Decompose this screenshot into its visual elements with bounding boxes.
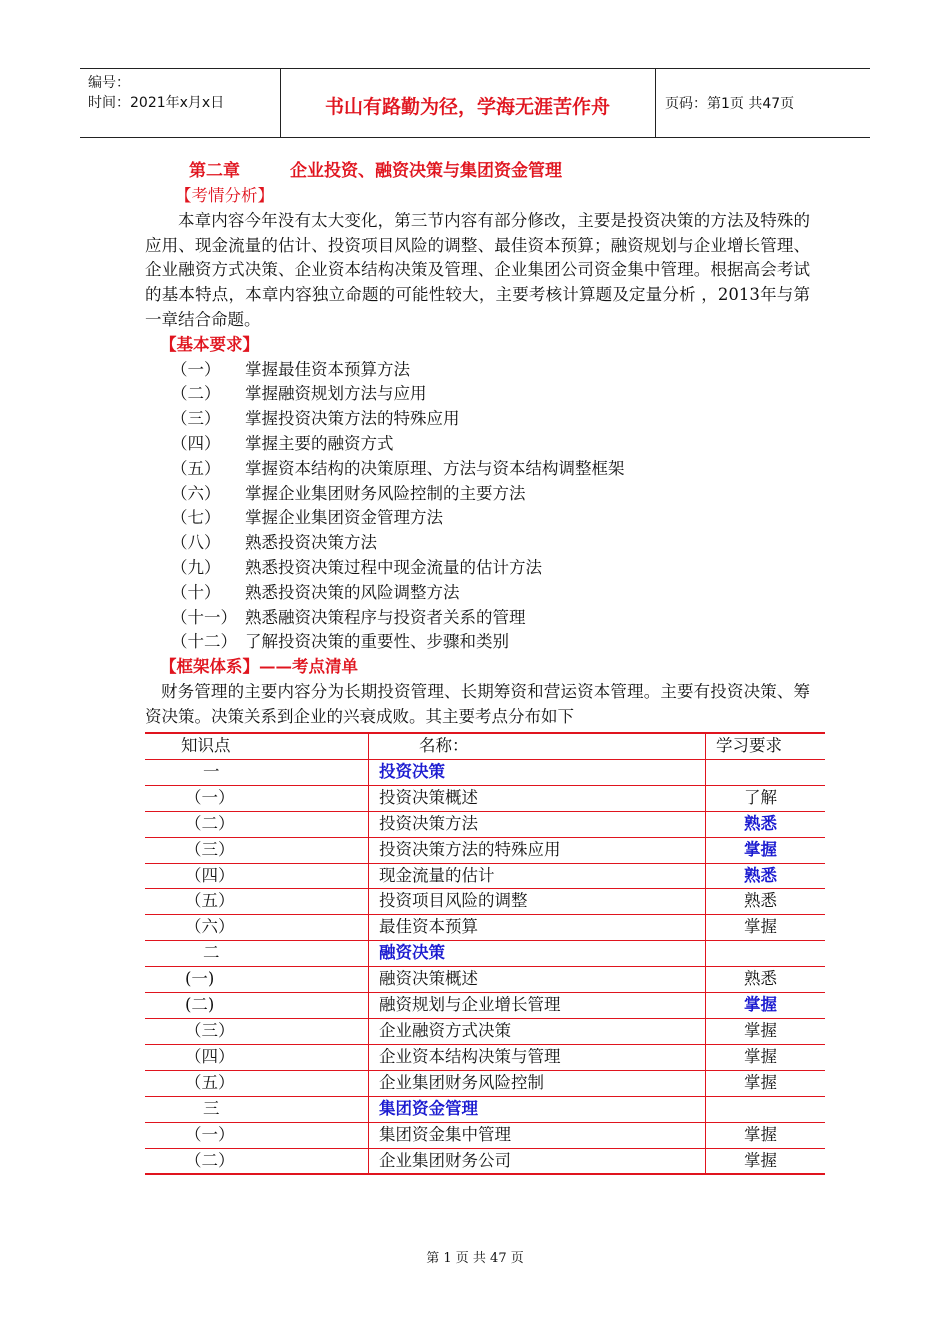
requirement-number: （三） <box>171 409 221 429</box>
study-requirement-cell <box>706 941 826 967</box>
topic-name-cell: 投资决策方法的特殊应用 <box>369 837 706 863</box>
table-row <box>145 785 825 811</box>
requirement-text: 了解投资决策的重要性、步骤和类别 <box>245 632 509 652</box>
knowledge-point-cell: （二） <box>145 811 369 837</box>
framework-paragraph: 财务管理的主要内容分为长期投资管理、长期筹资和营运资本管理。主要有投资决策、筹资决策。决策关系到企业的兴衰成败。其主要考点分布如下 <box>145 681 810 726</box>
requirement-item <box>145 358 810 383</box>
requirement-number: （十一） <box>171 607 237 627</box>
topic-name-cell: 企业资本结构决策与管理 <box>369 1044 706 1070</box>
table-row <box>145 889 825 915</box>
header-meta <box>80 69 281 137</box>
study-requirement-cell: 了解 <box>706 785 826 811</box>
requirement-number: （十） <box>171 582 221 602</box>
table-row <box>145 915 825 941</box>
requirement-item <box>145 506 810 531</box>
study-requirement-cell: 掌握 <box>706 1148 826 1174</box>
requirement-number: （一） <box>171 359 221 379</box>
table-row <box>145 1148 825 1174</box>
topic-name-cell: 投资决策概述 <box>369 785 706 811</box>
table-category-row <box>145 759 825 785</box>
requirement-item <box>145 531 810 556</box>
header-motto-cell <box>280 69 656 137</box>
requirement-text: 掌握主要的融资方式 <box>245 433 394 453</box>
table-row <box>145 1122 825 1148</box>
topic-name-cell: 融资决策 <box>369 941 706 967</box>
requirement-number: （九） <box>171 557 221 577</box>
study-requirement-cell: 熟悉 <box>706 967 826 993</box>
knowledge-point-cell: （二） <box>145 1148 369 1174</box>
table-header-cell: 学习要求 <box>706 733 826 759</box>
requirement-text: 掌握投资决策方法的特殊应用 <box>245 409 460 429</box>
table-category-row <box>145 1096 825 1122</box>
study-requirement-cell: 掌握 <box>706 993 826 1019</box>
study-requirement-cell: 熟悉 <box>706 889 826 915</box>
page-header <box>80 68 870 138</box>
requirement-item <box>145 482 810 507</box>
requirement-item <box>145 630 810 655</box>
requirement-text: 熟悉投资决策的风险调整方法 <box>245 582 460 602</box>
knowledge-point-cell: （四） <box>145 1044 369 1070</box>
requirement-number: （六） <box>171 483 221 503</box>
knowledge-point-cell: （五） <box>145 889 369 915</box>
study-requirement-cell: 掌握 <box>706 837 826 863</box>
chapter-title <box>189 158 810 184</box>
requirement-number: （四） <box>171 433 221 453</box>
topic-name-cell: 企业集团财务风险控制 <box>369 1070 706 1096</box>
requirement-item <box>145 407 810 432</box>
requirement-item <box>145 432 810 457</box>
requirement-text: 掌握企业集团财务风险控制的主要方法 <box>245 483 526 503</box>
header-page-cell <box>655 69 870 137</box>
requirement-text: 熟悉投资决策方法 <box>245 533 377 553</box>
requirement-number: （十二） <box>171 632 237 652</box>
knowledge-point-cell: 二 <box>145 941 369 967</box>
page-footer: 第 1 页 共 47 页 <box>426 1251 524 1266</box>
knowledge-point-cell: （五） <box>145 1070 369 1096</box>
chapter-number: 第二章 <box>189 161 240 181</box>
topic-name-cell: 投资决策 <box>369 759 706 785</box>
section-analysis-heading: 【考情分析】 <box>175 186 274 205</box>
document-body <box>145 158 810 730</box>
requirement-text: 掌握企业集团资金管理方法 <box>245 508 443 528</box>
number-label: 编号： <box>88 75 130 91</box>
topic-name-cell: 融资决策概述 <box>369 967 706 993</box>
requirement-number: （二） <box>171 384 221 404</box>
requirement-number: （五） <box>171 458 221 478</box>
requirements-list <box>145 358 810 656</box>
requirement-text: 掌握资本结构的决策原理、方法与资本结构调整框架 <box>245 458 625 478</box>
knowledge-point-cell: 一 <box>145 759 369 785</box>
study-requirement-cell: 掌握 <box>706 915 826 941</box>
knowledge-points-table <box>145 732 825 1175</box>
table-row <box>145 1044 825 1070</box>
knowledge-point-cell: （三） <box>145 1018 369 1044</box>
time-label: 时间：2021年x月x日 <box>88 95 225 111</box>
table-header-cell: 知识点 <box>145 733 369 759</box>
requirement-item <box>145 581 810 606</box>
table-header-row <box>145 733 825 759</box>
table-row <box>145 811 825 837</box>
chapter-name: 企业投资、融资决策与集团资金管理 <box>290 161 562 181</box>
table-row <box>145 863 825 889</box>
section-basic-heading: 【基本要求】 <box>160 334 259 354</box>
requirement-text: 掌握融资规划方法与应用 <box>245 384 427 404</box>
topic-name-cell: 企业融资方式决策 <box>369 1018 706 1044</box>
knowledge-point-cell: （四） <box>145 863 369 889</box>
analysis-paragraph: 本章内容今年没有太大变化，第三节内容有部分修改，主要是投资决策的方法及特殊的应用、现金流量的估计、投资项目风险的调整、最佳资本预算；融资规划与企业增长管理、企业融资方式决策、企业资本结构决策及管理、企业集团公司资金集中管理。根据高会考试的基本特点，本章内容独立命题的可能性较大，主要考核计算题及定量分析 ，2013年与第一章结合命题。 <box>145 210 810 329</box>
requirement-item <box>145 457 810 482</box>
study-requirement-cell: 掌握 <box>706 1122 826 1148</box>
requirement-item <box>145 556 810 581</box>
requirement-number: （七） <box>171 508 221 528</box>
knowledge-point-cell: （一） <box>145 1122 369 1148</box>
study-requirement-cell <box>706 759 826 785</box>
section-framework-heading: 【框架体系】——考点清单 <box>160 657 358 677</box>
topic-name-cell: 集团资金管理 <box>369 1096 706 1122</box>
topic-name-cell: 集团资金集中管理 <box>369 1122 706 1148</box>
topic-name-cell: 融资规划与企业增长管理 <box>369 993 706 1019</box>
study-requirement-cell <box>706 1096 826 1122</box>
knowledge-point-cell: （一） <box>145 785 369 811</box>
study-requirement-cell: 熟悉 <box>706 863 826 889</box>
study-requirement-cell: 熟悉 <box>706 811 826 837</box>
knowledge-point-cell: （六） <box>145 915 369 941</box>
requirement-text: 熟悉融资决策程序与投资者关系的管理 <box>245 607 526 627</box>
table-row <box>145 1018 825 1044</box>
table-row <box>145 1070 825 1096</box>
motto: 书山有路勤为径，学海无涯苦作舟 <box>324 96 610 118</box>
study-requirement-cell: 掌握 <box>706 1018 826 1044</box>
topic-name-cell: 企业集团财务公司 <box>369 1148 706 1174</box>
table-row <box>145 967 825 993</box>
knowledge-point-cell: 三 <box>145 1096 369 1122</box>
requirement-number: （八） <box>171 533 221 553</box>
requirement-item <box>145 382 810 407</box>
requirement-text: 掌握最佳资本预算方法 <box>245 359 410 379</box>
topic-name-cell: 投资项目风险的调整 <box>369 889 706 915</box>
requirement-text: 熟悉投资决策过程中现金流量的估计方法 <box>245 557 542 577</box>
table-row <box>145 993 825 1019</box>
table-category-row <box>145 941 825 967</box>
knowledge-point-cell: （三） <box>145 837 369 863</box>
table-header-cell: 名称： <box>369 733 706 759</box>
knowledge-point-cell: (二) <box>145 993 369 1019</box>
knowledge-point-cell: (一) <box>145 967 369 993</box>
topic-name-cell: 现金流量的估计 <box>369 863 706 889</box>
page-count: 页码：第1页 共47页 <box>665 96 795 112</box>
study-requirement-cell: 掌握 <box>706 1070 826 1096</box>
topic-name-cell: 最佳资本预算 <box>369 915 706 941</box>
study-requirement-cell: 掌握 <box>706 1044 826 1070</box>
table-row <box>145 837 825 863</box>
requirement-item <box>145 606 810 631</box>
topic-name-cell: 投资决策方法 <box>369 811 706 837</box>
